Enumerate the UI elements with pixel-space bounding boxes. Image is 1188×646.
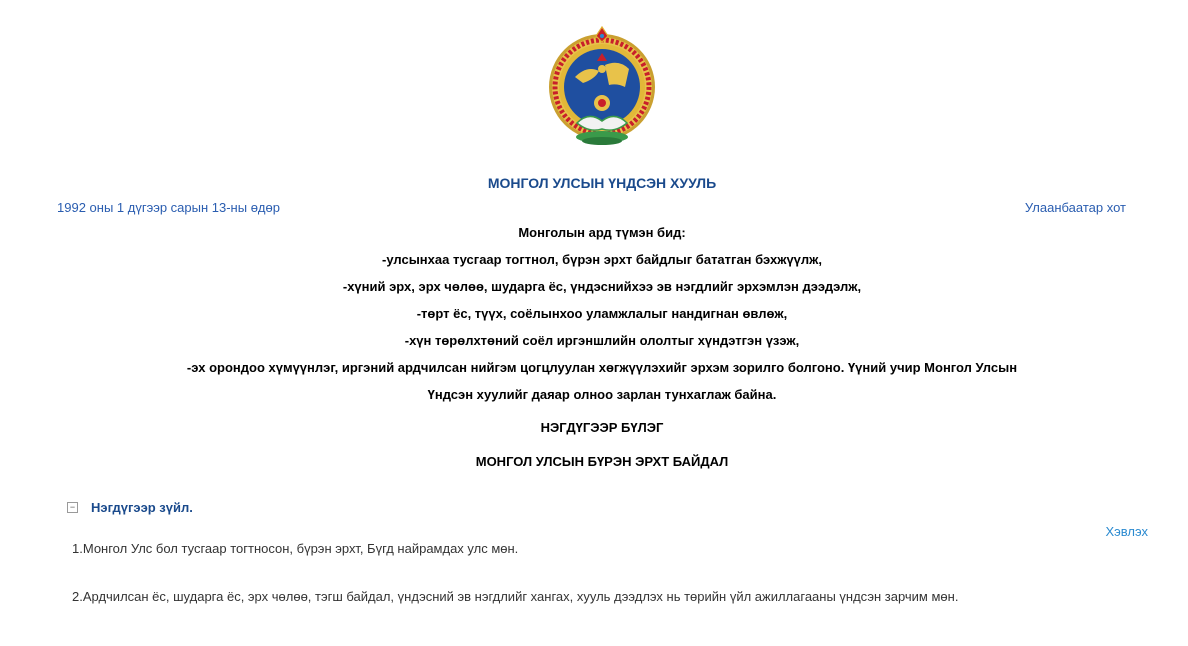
adoption-date: 1992 оны 1 дүгээр сарын 13-ны өдөр (57, 200, 280, 215)
preamble-line: -улсынхаа тусгаар тогтнол, бүрэн эрхт байдлыг бататган бэхжүүлж, (382, 252, 822, 267)
print-link[interactable]: Хэвлэх (1105, 524, 1148, 539)
chapter-name: МОНГОЛ УЛСЫН БҮРЭН ЭРХТ БАЙДАЛ (475, 454, 729, 469)
preamble (0, 224, 1188, 413)
chapter-label: НЭГДҮГЭЭР БҮЛЭГ (540, 420, 664, 435)
page-title: МОНГОЛ УЛСЫН ҮНДСЭН ХУУЛЬ (487, 175, 717, 191)
preamble-line: -хүний эрх, эрх чөлөө, шударга ёс, үндэснийхээ эв нэгдлийг эрхэмлэн дээдэлж, (342, 279, 862, 294)
preamble-line: -төрт ёс, түүх, соёлынхоо уламжлалыг нандигнан өвлөж, (416, 306, 788, 321)
preamble-line: -хүн төрөлхтөний соёл иргэншлийн ололтыг хүндэтгэн үзэж, (404, 333, 800, 348)
preamble-line: Монголын ард түмэн бид: (518, 225, 686, 240)
article-clause: 1.Монгол Улс бол тусгаар тогтносон, бүрэн эрхт, Бүгд найрамдах улс мөн. (72, 541, 519, 556)
preamble-line: Үндсэн хуулийг даяар олноо зарлан тунхаглаж байна. (427, 387, 777, 402)
article-title[interactable]: Нэгдүгээр зүйл. (91, 500, 193, 515)
collapse-minus-icon[interactable]: − (67, 502, 78, 513)
article-header (67, 500, 193, 515)
state-emblem-icon (547, 25, 657, 149)
adoption-city: Улаанбаатар хот (1024, 200, 1126, 215)
preamble-line: -эх орондоо хүмүүнлэг, иргэний ардчилсан нийгэм цогцлуулан хөгжүүлэхийг эрхэм зорилго болгоно. Үүний учир Монгол Улсын (186, 360, 1018, 375)
article-clause: 2.Ардчилсан ёс, шударга ёс, эрх чөлөө, тэгш байдал, үндэсний эв нэгдлийг хангах, хууль дээдлэх нь төрийн үйл ажиллагааны үндсэн зарчим мөн. (72, 589, 959, 604)
